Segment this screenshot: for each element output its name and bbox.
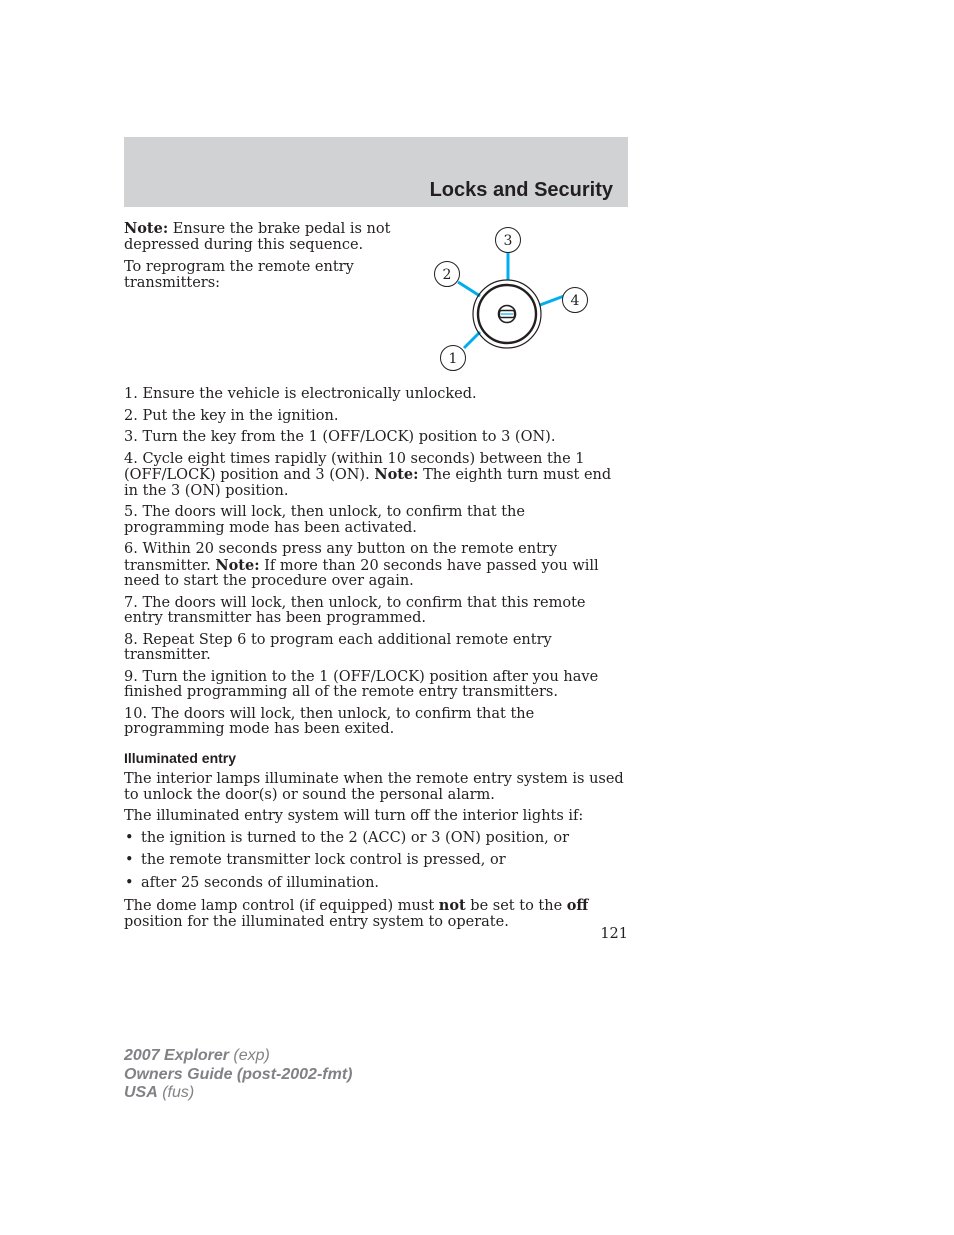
note-text: Ensure the brake pedal is not depressed during this sequence. [124,221,391,253]
step-7: 7. The doors will lock, then unlock, to confirm that this remote entry transmitter has been programmed. [124,594,586,626]
step-1: 1. Ensure the vehicle is electronically unlocked. [124,386,477,402]
position-line-4 [540,296,564,305]
step-8: 8. Repeat Step 6 to program each additional remote entry transmitter. [124,631,552,663]
intro-reprogram: To reprogram the remote entry transmitters: [124,259,354,291]
document-footer [124,1047,352,1103]
body-text [124,387,628,936]
page-title: Locks and Security [429,179,613,201]
step-3: 3. Turn the key from the 1 (OFF/LOCK) position to 3 (ON). [124,429,556,445]
step-5: 5. The doors will lock, then unlock, to confirm that the programming mode has been activated. [124,504,525,536]
position-label-3: 3 [503,233,513,249]
illuminated-bullet-list [124,831,628,892]
position-label-1: 1 [448,351,458,367]
illuminated-para-1: The interior lamps illuminate when the remote entry system is used to unlock the door(s) or sound the personal alarm. [124,771,624,803]
section-heading-illuminated-entry: Illuminated entry [124,749,237,766]
key-slot-icon [499,306,516,323]
list-item: • after 25 seconds of illumination. [124,876,628,892]
position-label-2: 2 [442,267,452,283]
position-line-2 [458,282,480,296]
step-10: 10. The doors will lock, then unlock, to confirm that the programming mode has been exited. [124,705,535,737]
page-number: 121 [600,926,628,942]
list-item: • the ignition is turned to the 2 (ACC) or 3 (ON) position, or [124,831,628,847]
header-band [124,137,628,207]
step-9: 9. Turn the ignition to the 1 (OFF/LOCK) position after you have finished programming all of the remote entry transmitters. [124,668,599,700]
position-label-4: 4 [570,293,580,309]
footer-line-2: Owners Guide (post-2002-fmt) [124,1065,353,1083]
intro-note [124,221,394,253]
position-line-1 [464,332,480,348]
illuminated-para-2: The illuminated entry system will turn off the interior lights if: [124,808,584,824]
note-label: Note: [124,220,169,237]
intro-text [124,221,394,298]
footer-line-1: 2007 Explorer (exp) [124,1047,270,1064]
step-2: 2. Put the key in the ignition. [124,407,339,424]
list-item: • the remote transmitter lock control is pressed, or [124,853,628,869]
step-6: 6. Within 20 seconds press any button on the remote entry transmitter. Note: If more than 20 seconds have passed you will need to start the procedure over again. [124,541,599,589]
illuminated-final-para: The dome lamp control (if equipped) must not be set to the off position for the illuminated entry system to operate. [124,897,589,930]
step-4: 4. Cycle eight times rapidly (within 10 seconds) between the 1 (OFF/LOCK) position and 3 (ON). Note: The eighth turn must end in the 3 (ON) position. [124,450,612,499]
ignition-positions-diagram [420,222,600,377]
footer-line-3: USA (fus) [124,1084,195,1101]
